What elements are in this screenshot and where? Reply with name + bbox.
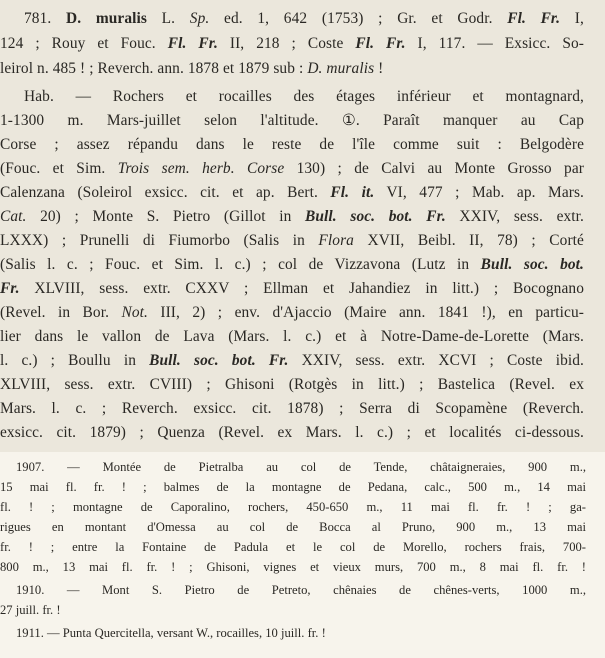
record-line <box>0 600 61 620</box>
text-run: VI, 477 ; Mab. ap. Mars. <box>374 184 585 201</box>
styled-run: Flora <box>318 232 354 249</box>
text-run: XVII, Beibl. II, 78) ; Corté <box>353 232 584 249</box>
text-run: I, <box>560 10 584 27</box>
entry-line <box>0 157 584 181</box>
record-line <box>0 517 586 537</box>
text-run: I, 117. — Exsicc. So- <box>405 35 584 52</box>
text-run: 1-1300 m. Mars-juillet selon l'altitude. ①. Paraît manquer au Cap <box>0 112 584 129</box>
text-run: 1910. — Mont S. Pietro de Petreto, chênaies de chênes-verts, 1000 m., <box>16 583 586 597</box>
entry-line <box>0 349 584 373</box>
text-run: 130) ; de Calvi au Monte Grosso par <box>284 160 584 177</box>
entry-line <box>0 373 584 397</box>
styled-run: Trois sem. herb. Corse <box>117 160 285 177</box>
text-run: leirol n. 485 ! ; Reverch. ann. 1878 et 1879 sub : <box>0 60 308 77</box>
entry-line <box>0 133 584 157</box>
entry-line <box>0 229 584 253</box>
styled-run: Sp. <box>189 10 210 27</box>
text-run: Calenzana (Soleirol exsicc. cit. et ap. Bert. <box>0 184 331 201</box>
text-run: (Revel. in Bor. <box>0 304 122 321</box>
text-run: XXIV, sess. extr. <box>445 208 584 225</box>
entry-line <box>0 325 584 349</box>
text-run: 20) ; Monte S. Pietro (Gillot in <box>26 208 306 225</box>
text-run: lier dans le vallon de Lava (Mars. l. c.) et à Notre-Dame-de-Lorette (Mars. <box>0 328 584 345</box>
text-run: l. c.) ; Boullu in <box>0 352 150 369</box>
text-run: XLVIII, sess. extr. CXXV ; Ellman et Jahandiez in litt.) ; Bocognano <box>19 280 584 297</box>
record-line <box>16 457 586 477</box>
text-run: rigues en montant d'Omessa au col de Bocca al Pruno, 900 m., 13 mai <box>0 520 586 534</box>
record-line <box>0 497 586 517</box>
entry-line <box>0 57 383 81</box>
text-run: 781. <box>24 10 67 27</box>
text-run: fr. ! ; entre la Fontaine de Padula et le col de Morello, rochers frais, 700- <box>0 540 586 554</box>
text-run: 27 juill. fr. ! <box>0 603 61 617</box>
text-run: 1907. — Montée de Pietralba au col de Tende, châtaigneraies, 900 m., <box>16 460 586 474</box>
collection-records <box>0 452 605 658</box>
styled-run: Not. <box>121 304 148 321</box>
styled-run: Bull. soc. bot. Fr. <box>305 208 446 225</box>
text-run: 1911. — Punta Quercitella, versant W., rocailles, 10 juill. fr. ! <box>16 626 326 640</box>
text-run: LXXX) ; Prunelli di Fiumorbo (Salis in <box>0 232 319 249</box>
entry-line <box>0 253 584 277</box>
record-line <box>0 557 586 577</box>
text-run: XLVIII, sess. extr. CVIII) ; Ghisoni (Rotgès in litt.) ; Bastelica (Revel. ex <box>0 376 584 393</box>
text-run: fl. ! ; montagne de Caporalino, rochers, 450-650 m., 11 mai fl. fr. ! ; ga- <box>0 500 586 514</box>
record-line <box>16 580 586 600</box>
record-line <box>0 477 586 497</box>
text-run: L. <box>147 10 190 27</box>
text-run: (Fouc. et Sim. <box>0 160 118 177</box>
text-run: XXIV, sess. extr. XCVI ; Coste ibid. <box>288 352 585 369</box>
text-run: Mars. l. c. ; Reverch. exsicc. cit. 1878) ; Serra di Scopamène (Reverch. <box>0 400 584 417</box>
entry-line <box>0 421 584 445</box>
record-line <box>16 623 326 643</box>
text-run: Corse ; assez répandu dans le reste de l'île comme suit : Belgodère <box>0 136 584 153</box>
entry-line <box>24 7 584 31</box>
entry-line <box>24 85 584 109</box>
text-run: exsicc. cit. 1879) ; Quenza (Revel. ex Mars. l. c.) ; et localités ci-dessous. <box>0 424 584 441</box>
entry-line <box>0 181 584 205</box>
text-run: II, 218 ; Coste <box>217 35 356 52</box>
text-run: III, 2) ; env. d'Ajaccio (Maire ann. 1841 !), en particu- <box>147 304 584 321</box>
entry-line <box>0 277 584 301</box>
styled-run: Fl. Fr. <box>167 35 218 52</box>
text-run: ed. 1, 642 (1753) ; Gr. et Godr. <box>209 10 508 27</box>
styled-run: Cat. <box>0 208 27 225</box>
record-line <box>0 537 586 557</box>
styled-run: Bull. soc. bot. Fr. <box>149 352 289 369</box>
styled-run: D. muralis <box>307 60 375 77</box>
text-run: Hab. — Rochers et rocailles des étages inférieur et montagnard, <box>24 88 584 105</box>
entry-line <box>0 397 584 421</box>
styled-run: Bull. soc. bot. <box>480 256 584 273</box>
styled-run: Fl. Fr. <box>507 10 561 27</box>
styled-run: Fl. Fr. <box>355 35 406 52</box>
entry-line <box>0 301 584 325</box>
text-run: 124 ; Rouy et Fouc. <box>0 35 168 52</box>
text-run: 800 m., 13 mai fl. fr. ! ; Ghisoni, vignes et vieux murs, 700 m., 8 mai fl. fr. ! <box>0 560 586 574</box>
entry-line <box>0 205 584 229</box>
entry-line <box>0 32 584 56</box>
styled-run: D. muralis <box>66 10 147 27</box>
entry-line <box>0 109 584 133</box>
text-run: ! <box>374 60 384 77</box>
styled-run: Fr. <box>0 280 20 297</box>
text-run: (Salis l. c. ; Fouc. et Sim. l. c.) ; col de Vizzavona (Lutz in <box>0 256 481 273</box>
text-run: 15 mai fl. fr. ! ; balmes de la montagne de Pedana, calc., 500 m., 14 mai <box>0 480 586 494</box>
styled-run: Fl. it. <box>330 184 375 201</box>
